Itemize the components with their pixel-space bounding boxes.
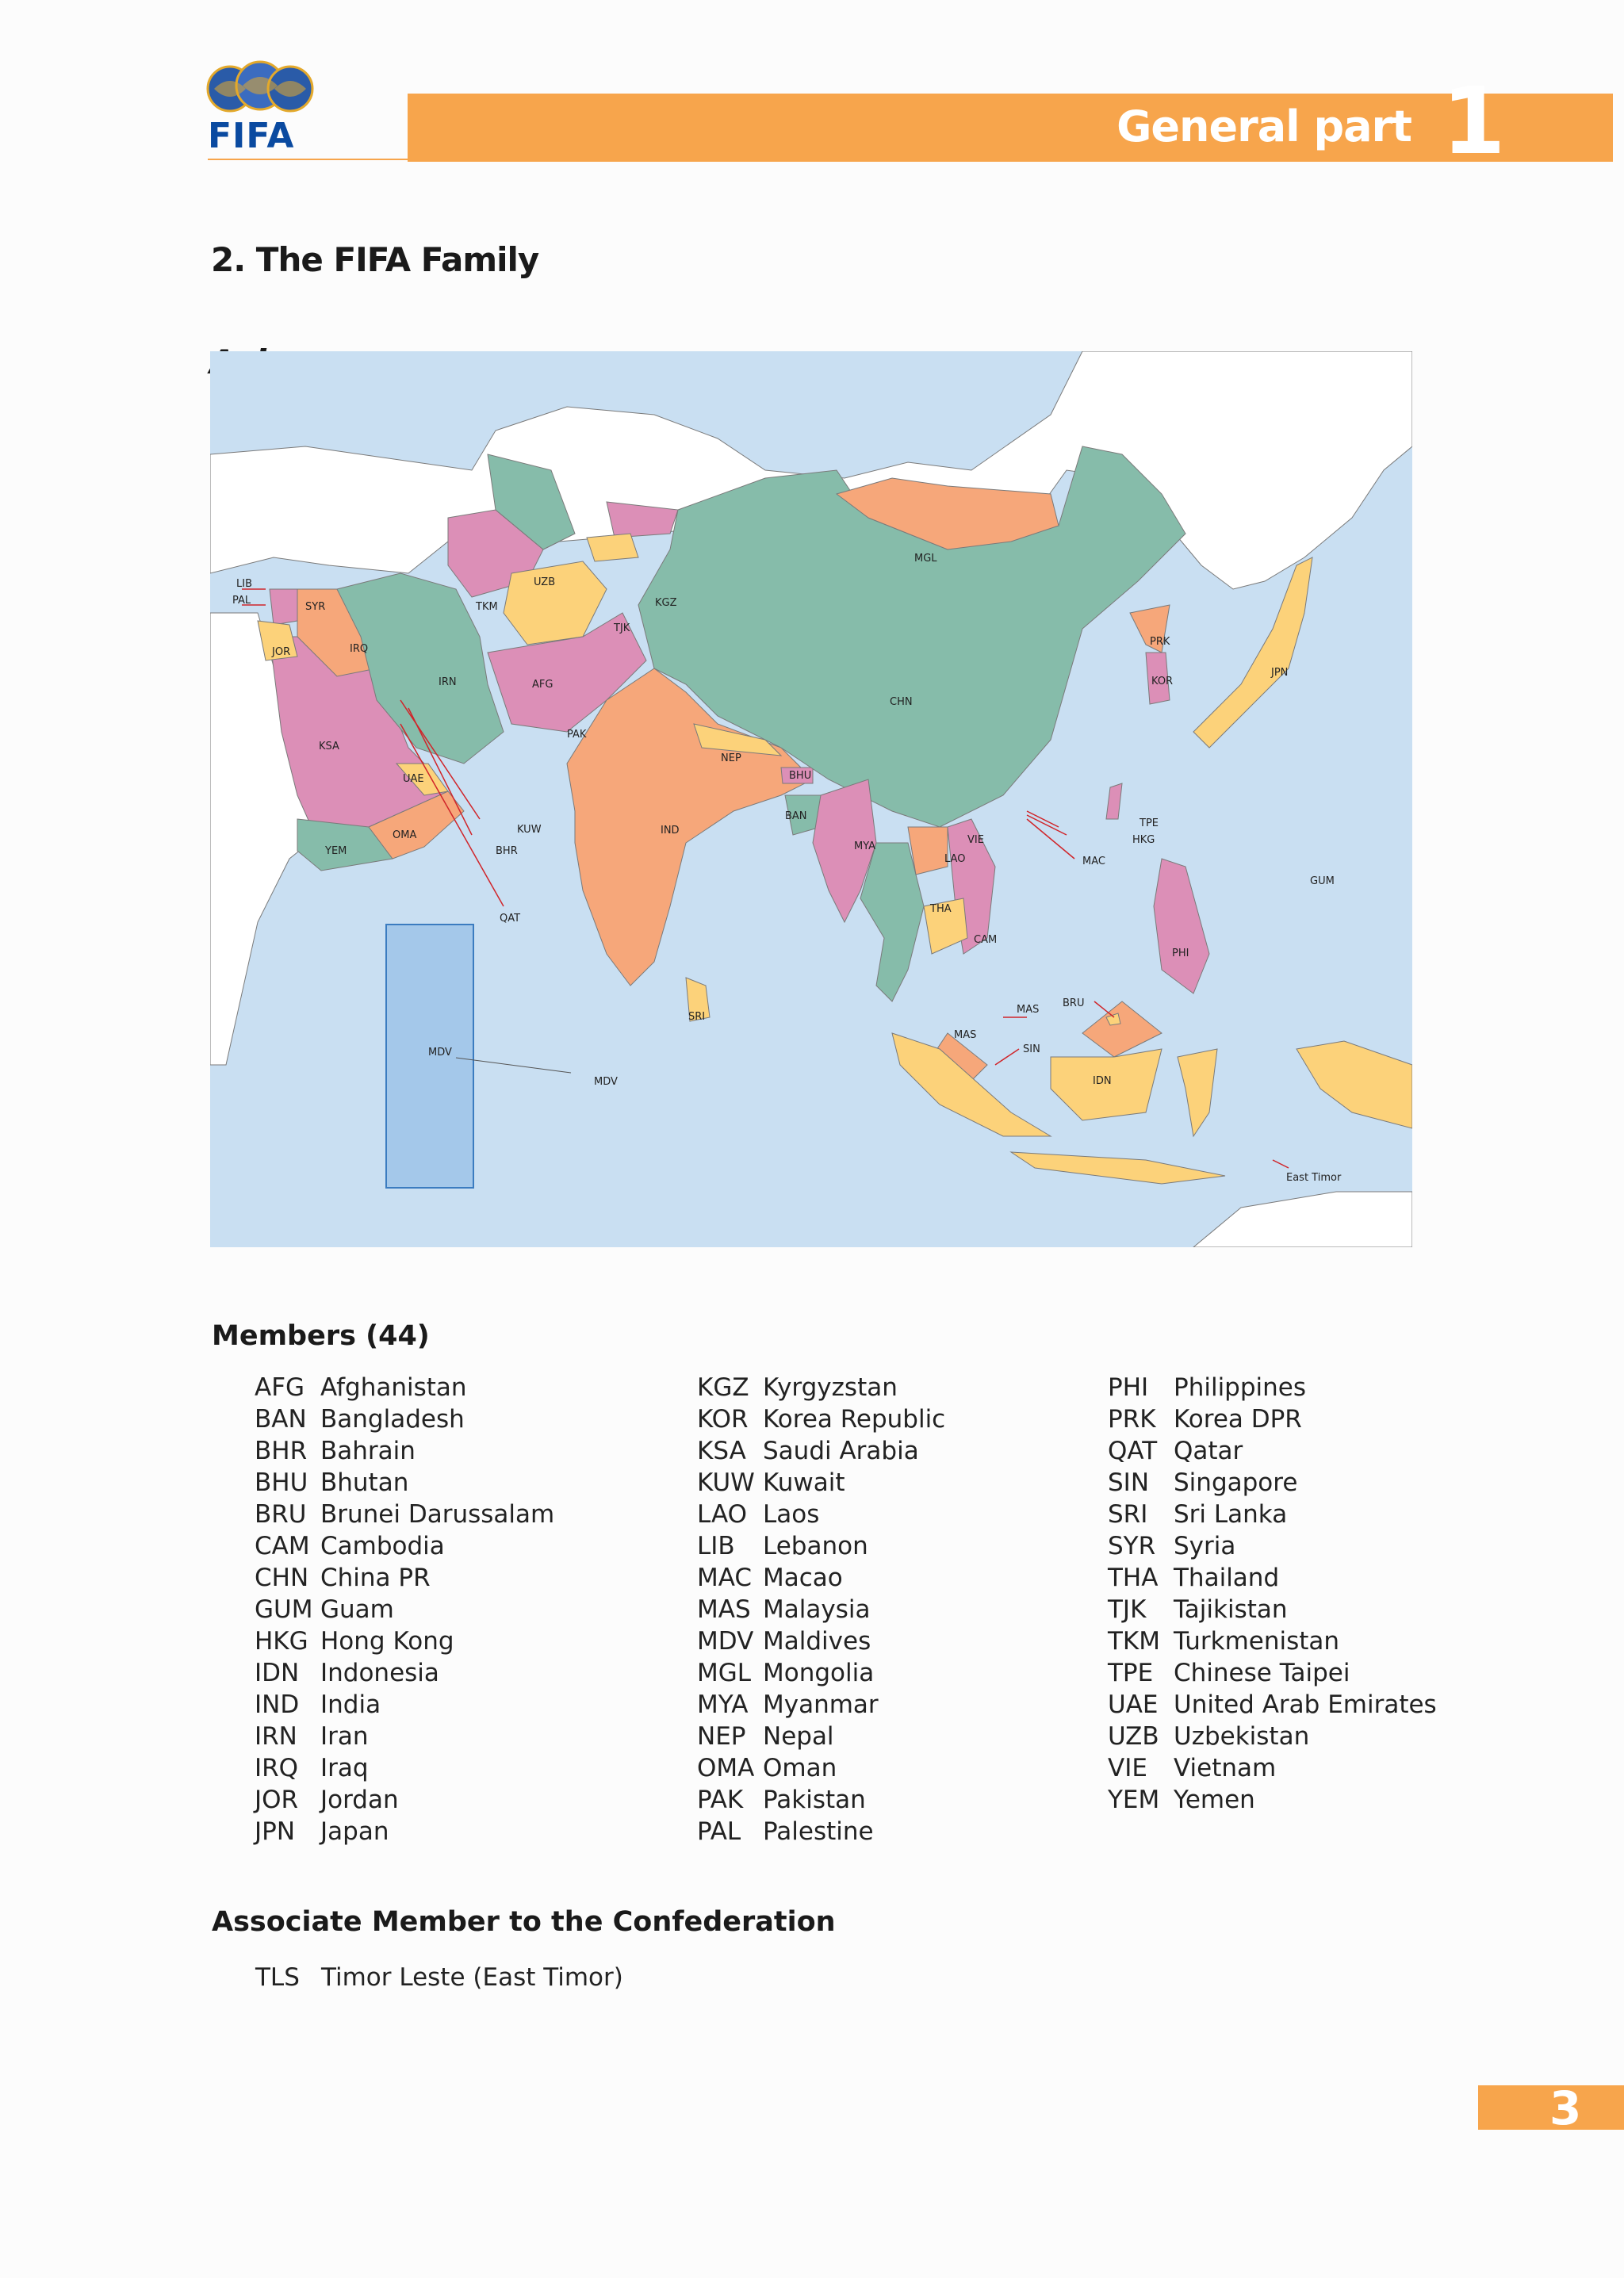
member-name: Sri Lanka (1174, 1500, 1288, 1529)
label-ksa: KSA (319, 741, 339, 752)
member-row (1108, 1373, 1437, 1405)
associate-heading: Associate Member to the Confederation (212, 1906, 836, 1938)
label-mgl: MGL (914, 553, 937, 565)
member-row (697, 1595, 945, 1627)
member-row (697, 1405, 945, 1437)
member-code: CAM (255, 1532, 310, 1560)
member-name: Mongolia (763, 1659, 875, 1687)
member-code: GUM (255, 1595, 313, 1624)
label-kgz: KGZ (655, 597, 677, 609)
member-row (1108, 1564, 1437, 1595)
member-code: BRU (255, 1500, 307, 1529)
member-code: MAS (697, 1595, 751, 1624)
label-prk: PRK (1150, 636, 1170, 648)
member-row (697, 1659, 945, 1690)
header-bar (408, 94, 1613, 162)
label-pak: PAK (567, 729, 587, 741)
member-name: Vietnam (1174, 1754, 1277, 1782)
member-row (697, 1373, 945, 1405)
label-oma: OMA (393, 829, 417, 841)
member-row (697, 1627, 945, 1659)
label-tha: THA (930, 903, 952, 915)
member-name: Jordan (320, 1786, 399, 1814)
member-code: SRI (1108, 1500, 1148, 1529)
label-vie: VIE (967, 834, 984, 846)
label-mdv-small: MDV (594, 1076, 618, 1088)
member-code: UZB (1108, 1722, 1159, 1751)
member-code: SYR (1108, 1532, 1156, 1560)
label-mac: MAC (1082, 856, 1105, 867)
label-jor: JOR (272, 646, 291, 658)
label-lib: LIB (236, 578, 252, 590)
member-code: IND (255, 1690, 300, 1719)
page-number: 3 (1549, 2081, 1582, 2135)
member-name: Afghanistan (320, 1373, 467, 1402)
globe-balls-icon (205, 57, 316, 121)
label-east-timor: East Timor (1286, 1172, 1342, 1184)
associate-name: Timor Leste (East Timor) (321, 1963, 623, 1992)
associate-code: TLS (255, 1963, 300, 1992)
member-code: MAC (697, 1564, 753, 1592)
asia-map (210, 351, 1412, 1247)
label-syr: SYR (305, 601, 326, 613)
member-name: Palestine (763, 1817, 874, 1846)
member-code: TJK (1108, 1595, 1147, 1624)
member-row (255, 1437, 554, 1468)
member-code: JOR (255, 1786, 299, 1814)
member-name: Laos (763, 1500, 820, 1529)
header-title: General part (1116, 101, 1411, 151)
member-code: JPN (255, 1817, 296, 1846)
member-name: Turkmenistan (1174, 1627, 1340, 1656)
member-row (697, 1754, 945, 1786)
chapter-number: 1 (1442, 68, 1506, 175)
label-mas-peninsula: MAS (954, 1029, 977, 1041)
member-code: KGZ (697, 1373, 749, 1402)
section-title: 2. The FIFA Family (211, 240, 539, 279)
label-yem: YEM (325, 845, 347, 857)
member-row (255, 1500, 554, 1532)
member-code: CHN (255, 1564, 309, 1592)
member-code: QAT (1108, 1437, 1158, 1465)
members-column-3 (1108, 1373, 1437, 1817)
label-cam: CAM (974, 934, 998, 946)
member-code: PRK (1108, 1405, 1156, 1434)
label-gum: GUM (1310, 875, 1335, 887)
member-code: MDV (697, 1627, 754, 1656)
member-name: Hong Kong (320, 1627, 454, 1656)
member-name: Qatar (1174, 1437, 1243, 1465)
member-row (255, 1627, 554, 1659)
member-row (255, 1786, 554, 1817)
member-code: KSA (697, 1437, 746, 1465)
member-row (1108, 1786, 1437, 1817)
member-row (1108, 1500, 1437, 1532)
member-name: Bhutan (320, 1468, 409, 1497)
label-nep: NEP (721, 752, 741, 764)
member-name: Singapore (1174, 1468, 1298, 1497)
label-irn: IRN (439, 676, 457, 688)
label-bhr: BHR (496, 845, 518, 857)
member-code: THA (1108, 1564, 1159, 1592)
member-row (697, 1690, 945, 1722)
member-name: Brunei Darussalam (320, 1500, 555, 1529)
member-code: PAK (697, 1786, 744, 1814)
member-code: TKM (1108, 1627, 1161, 1656)
label-qat: QAT (500, 913, 521, 925)
member-code: UAE (1108, 1690, 1159, 1719)
label-sin: SIN (1023, 1043, 1040, 1055)
member-row (255, 1659, 554, 1690)
label-tpe: TPE (1139, 817, 1159, 829)
member-code: AFG (255, 1373, 305, 1402)
member-row (1108, 1690, 1437, 1722)
member-row (1108, 1627, 1437, 1659)
member-row (255, 1532, 554, 1564)
member-name: Thailand (1174, 1564, 1280, 1592)
member-name: Philippines (1174, 1373, 1307, 1402)
member-name: Guam (320, 1595, 394, 1624)
label-irq: IRQ (350, 643, 369, 655)
member-code: HKG (255, 1627, 308, 1656)
member-code: VIE (1108, 1754, 1147, 1782)
member-name: Saudi Arabia (763, 1437, 919, 1465)
member-row (255, 1754, 554, 1786)
label-idn: IDN (1093, 1075, 1112, 1087)
header-rule (208, 159, 408, 160)
member-row (697, 1500, 945, 1532)
member-name: United Arab Emirates (1174, 1690, 1437, 1719)
member-row (1108, 1468, 1437, 1500)
member-name: Cambodia (320, 1532, 445, 1560)
member-row (1108, 1659, 1437, 1690)
member-row (1108, 1532, 1437, 1564)
member-name: Maldives (763, 1627, 871, 1656)
member-name: Tajikistan (1174, 1595, 1288, 1624)
label-mas-borneo: MAS (1017, 1004, 1040, 1016)
member-code: BHU (255, 1468, 308, 1497)
member-name: Bangladesh (320, 1405, 465, 1434)
member-code: PAL (697, 1817, 741, 1846)
member-row (255, 1690, 554, 1722)
label-phi: PHI (1172, 948, 1189, 959)
member-name: Myanmar (763, 1690, 879, 1719)
member-code: BAN (255, 1405, 307, 1434)
member-name: Korea Republic (763, 1405, 946, 1434)
member-code: SIN (1108, 1468, 1150, 1497)
member-row (697, 1437, 945, 1468)
member-name: Iraq (320, 1754, 369, 1782)
member-row (255, 1817, 554, 1849)
member-row (1108, 1595, 1437, 1627)
label-bhu: BHU (789, 770, 812, 782)
label-tkm: TKM (476, 601, 498, 613)
member-name: Kyrgyzstan (763, 1373, 898, 1402)
member-code: IRN (255, 1722, 297, 1751)
member-name: Nepal (763, 1722, 834, 1751)
member-code: YEM (1108, 1786, 1160, 1814)
member-name: Iran (320, 1722, 369, 1751)
member-row (697, 1786, 945, 1817)
member-row (255, 1595, 554, 1627)
member-row (255, 1722, 554, 1754)
member-name: Chinese Taipei (1174, 1659, 1350, 1687)
member-row (697, 1564, 945, 1595)
member-row (697, 1468, 945, 1500)
member-code: NEP (697, 1722, 746, 1751)
label-uae: UAE (403, 773, 424, 785)
member-code: MYA (697, 1690, 749, 1719)
member-name: India (320, 1690, 381, 1719)
member-name: China PR (320, 1564, 431, 1592)
label-kuw: KUW (517, 824, 542, 836)
member-row (255, 1405, 554, 1437)
member-name: Yemen (1174, 1786, 1255, 1814)
label-bru: BRU (1063, 997, 1085, 1009)
member-row (1108, 1722, 1437, 1754)
member-code: KOR (697, 1405, 749, 1434)
member-name: Lebanon (763, 1532, 868, 1560)
member-name: Syria (1174, 1532, 1236, 1560)
members-column-2 (697, 1373, 945, 1849)
label-chn: CHN (890, 696, 913, 708)
member-name: Oman (763, 1754, 837, 1782)
label-sri: SRI (688, 1011, 706, 1023)
member-code: KUW (697, 1468, 755, 1497)
member-code: OMA (697, 1754, 755, 1782)
label-jpn: JPN (1271, 667, 1289, 679)
member-name: Korea DPR (1174, 1405, 1302, 1434)
member-name: Uzbekistan (1174, 1722, 1310, 1751)
label-mya: MYA (854, 840, 876, 852)
label-kor: KOR (1151, 676, 1174, 687)
label-uzb: UZB (534, 576, 556, 588)
member-code: BHR (255, 1437, 308, 1465)
member-code: IDN (255, 1659, 300, 1687)
member-code: LIB (697, 1532, 735, 1560)
member-row (1108, 1405, 1437, 1437)
label-tjk: TJK (614, 622, 630, 634)
member-row (255, 1564, 554, 1595)
member-row (1108, 1754, 1437, 1786)
member-name: Macao (763, 1564, 843, 1592)
member-row (697, 1532, 945, 1564)
member-row (1108, 1437, 1437, 1468)
member-code: PHI (1108, 1373, 1149, 1402)
member-code: MGL (697, 1659, 752, 1687)
label-ban: BAN (785, 810, 807, 822)
label-pal: PAL (232, 595, 251, 607)
member-name: Pakistan (763, 1786, 866, 1814)
member-code: IRQ (255, 1754, 299, 1782)
member-code: LAO (697, 1500, 748, 1529)
label-hkg: HKG (1132, 834, 1155, 846)
member-name: Bahrain (320, 1437, 416, 1465)
fifa-wordmark: FIFA (208, 116, 295, 156)
member-name: Indonesia (320, 1659, 439, 1687)
label-mdv-inset: MDV (428, 1047, 452, 1059)
member-code: TPE (1108, 1659, 1154, 1687)
member-name: Kuwait (763, 1468, 845, 1497)
member-row (697, 1722, 945, 1754)
member-row (255, 1373, 554, 1405)
members-heading: Members (44) (212, 1320, 430, 1352)
member-row (255, 1468, 554, 1500)
members-column-1 (255, 1373, 554, 1849)
label-afg: AFG (532, 679, 553, 691)
label-ind: IND (661, 825, 680, 837)
member-name: Japan (320, 1817, 389, 1846)
map-country-tjk (587, 534, 638, 561)
member-name: Malaysia (763, 1595, 871, 1624)
associate-row (255, 1963, 623, 1995)
member-row (697, 1817, 945, 1849)
label-lao: LAO (944, 853, 966, 865)
